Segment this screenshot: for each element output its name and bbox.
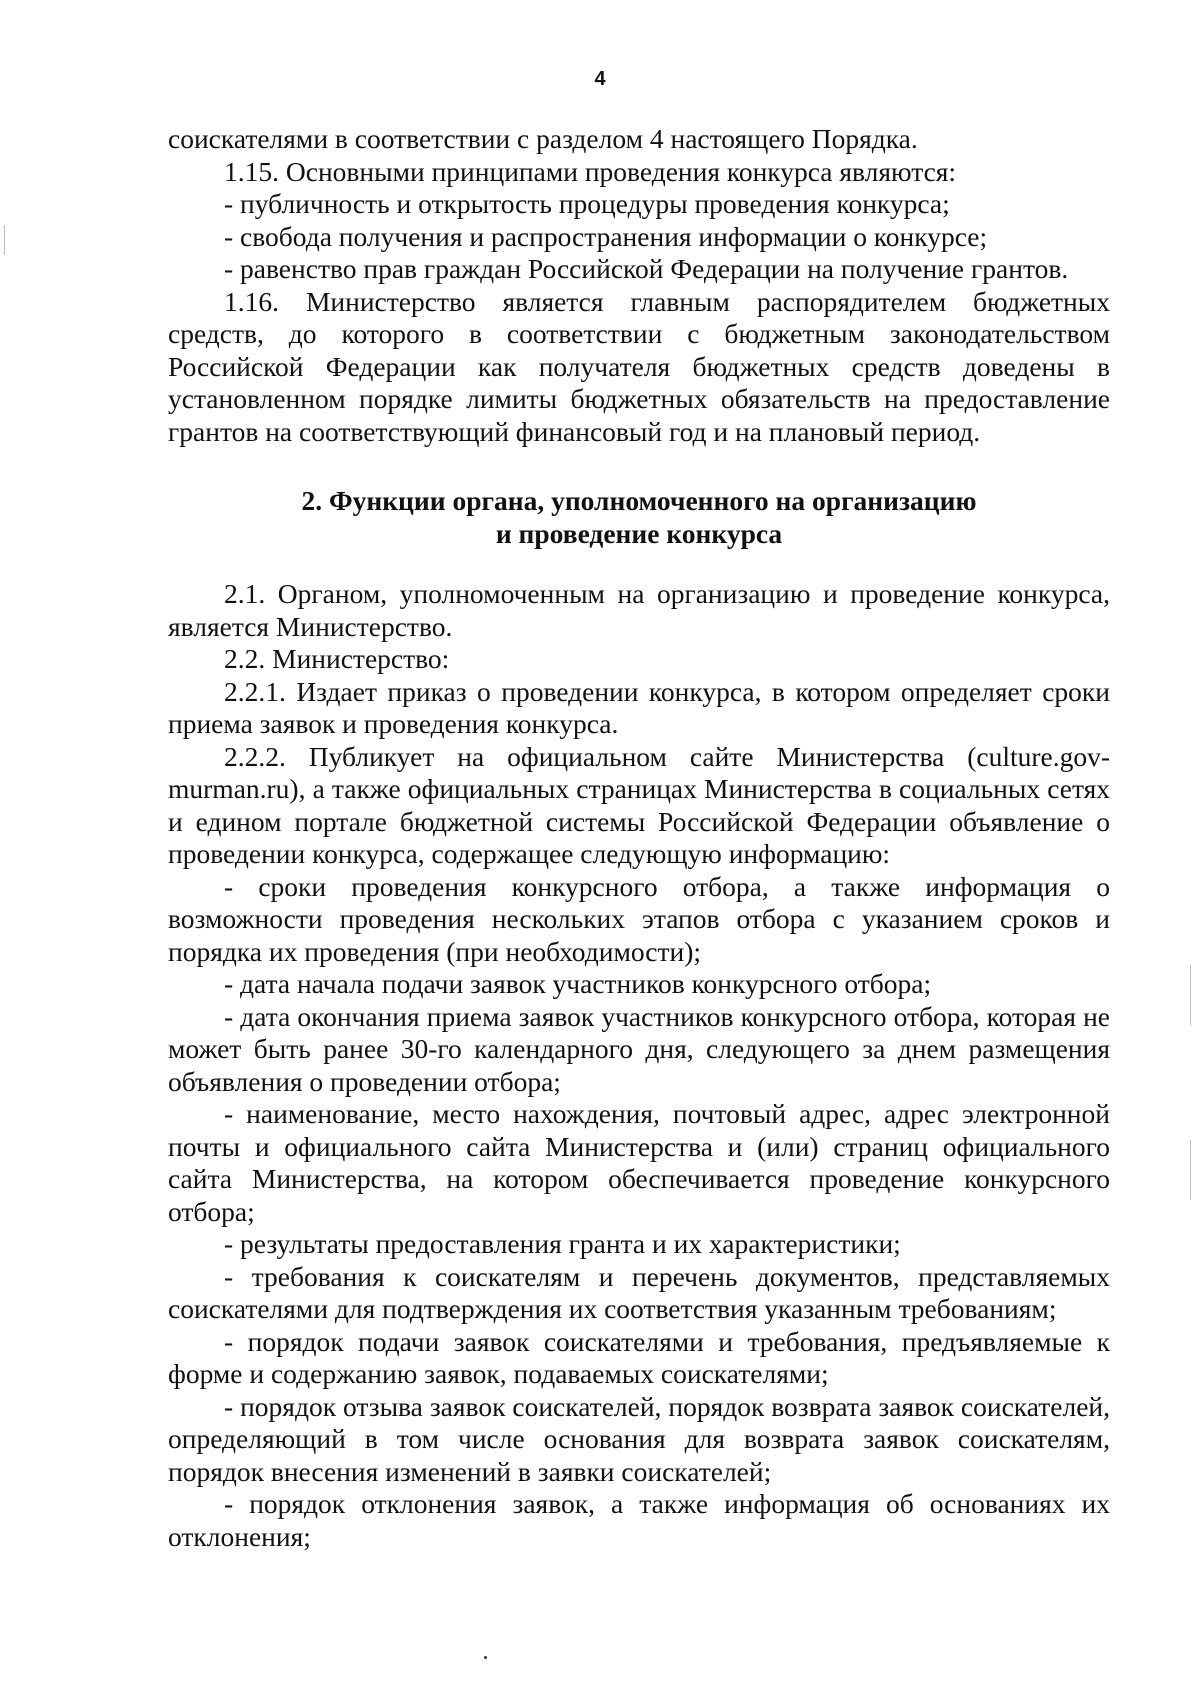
paragraph: 2.2.1. Издает приказ о проведении конкурса, в котором определяет сроки приема заявок и проведения конкурса.: [168, 675, 1110, 739]
paragraph: соискателями в соответствии с разделом 4 настоящего Порядка.: [168, 123, 918, 154]
list-item: - порядок отзыва заявок соискателей, порядок возврата заявок соискателей, определяющий в том числе основания для возврата заявок соискателям, порядок внесения изменений в заявки соискателей;: [168, 1390, 1110, 1487]
section-heading: [168, 485, 1110, 550]
list-item: - сроки проведения конкурсного отбора, а также информация о возможности проведения нескольких этапов отбора с указанием сроков и порядка их проведения (при необходимости);: [168, 870, 1110, 967]
paragraph: - свобода получения и распространения информации о конкурсе;: [224, 220, 988, 252]
paragraph: - равенство прав граждан Российской Федерации на получение грантов.: [224, 253, 1069, 284]
paragraph: 2.2. Министерство:: [224, 643, 450, 674]
section-title-line-1: 2. Функции органа, уполномоченного на организацию: [301, 485, 977, 516]
intro-block: [168, 123, 1110, 448]
paragraph: 1.16. Министерство является главным распорядителем бюджетных средств, до которого в соответствии с бюджетным законодательством Российской Федерации как получателя бюджетных средств доведены в установленном порядке лимиты бюджетных обязательств на предоставление грантов на соответствующий финансовый год и на плановый период.: [168, 285, 1110, 447]
list-item: - дата начала подачи заявок участников конкурсного отбора;: [224, 968, 932, 999]
paragraph: 2.2.2. Публикует на официальном сайте Министерства (culture.gov-murman.ru), а также официальных страницах Министерства в социальных сетях и едином портале бюджетной системы Российской Федерации объявление о проведении конкурса, содержащее следующую информацию:: [168, 740, 1110, 869]
paragraph: - публичность и открытость процедуры проведения конкурса;: [224, 188, 950, 219]
list-item: - требования к соискателям и перечень документов, представляемых соискателями для подтверждения их соответствия указанным требованиям;: [168, 1260, 1110, 1324]
list-item: - результаты предоставления гранта и их характеристики;: [224, 1228, 901, 1259]
scan-edge-mark: [1190, 1140, 1191, 1200]
scan-edge-mark: [1190, 965, 1191, 1025]
list-item: - дата окончания приема заявок участников конкурсного отбора, которая не может быть ранее 30-го календарного дня, следующего за днем размещения объявления о проведении отбора;: [168, 1000, 1110, 1097]
section-title-line-2: и проведение конкурса: [495, 517, 783, 549]
section-body: [168, 578, 1110, 1553]
list-item: - порядок подачи заявок соискателями и требования, предъявляемые к форме и содержанию заявок, подаваемых соискателями;: [168, 1325, 1110, 1389]
scan-edge-mark: [4, 225, 5, 255]
list-item: - наименование, место нахождения, почтовый адрес, адрес электронной почты и официального сайта Министерства и (или) страниц официального сайта Министерства, на котором обеспечивается проведение конкурсного отбора;: [168, 1098, 1110, 1227]
page-number: 4: [594, 68, 606, 90]
paragraph: 1.15. Основными принципами проведения конкурса являются:: [224, 155, 957, 187]
list-item: - порядок отклонения заявок, а также информация об основаниях их отклонения;: [168, 1488, 1110, 1552]
paragraph: 2.1. Органом, уполномоченным на организацию и проведение конкурса, является Министерство.: [168, 578, 1110, 642]
scan-speck: [484, 1656, 487, 1659]
